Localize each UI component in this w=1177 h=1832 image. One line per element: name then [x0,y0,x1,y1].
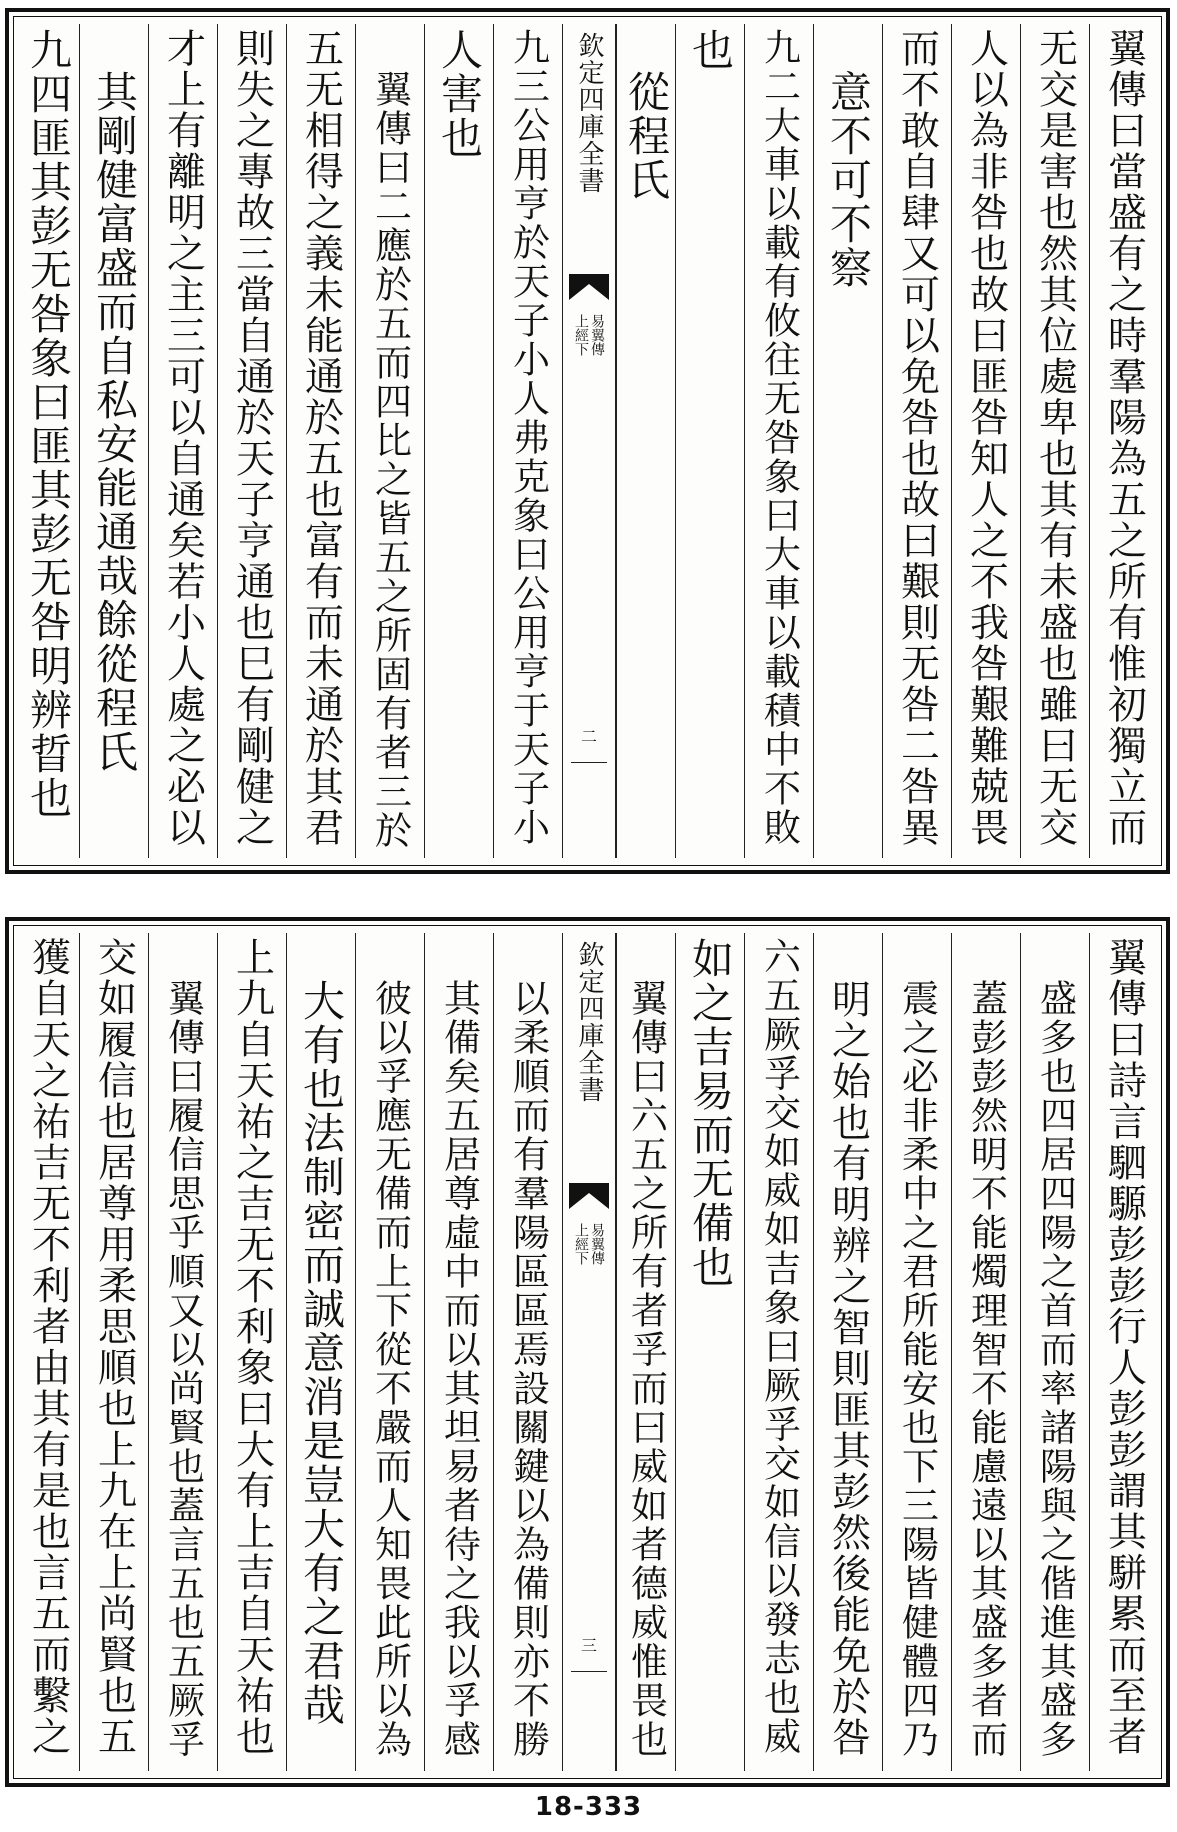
column-text: 而不敢自肆又可以免咎也故曰艱則无咎二咎異 [894,28,940,848]
text-column [1020,933,1089,1771]
column-text: 獲自天之祐吉无不利者由其有是也言五而繫之 [25,937,71,1757]
section-label-right: 易翼傳 [589,1223,605,1265]
column-text: 五无相得之義未能通於五也富有而未通於其君 [298,28,344,848]
text-column [148,933,217,1771]
text-column [79,933,148,1771]
column-text: 九二大車以載有攸往无咎象曰大車以載積中不敗 [757,28,801,847]
column-text: 盛多也四居四陽之首而率諸陽與之偕進其盛多 [1033,979,1077,1759]
column-text: 也 [686,28,735,72]
column-text: 從程氏 [622,70,671,202]
column-text: 其備矣五居尊虛中而以其坦易者待之我以孚感 [437,979,481,1759]
section-label-left: 上經下 [573,1223,589,1265]
column-text: 九四匪其彭无咎象曰匪其彭无咎明辨晢也 [24,28,73,820]
column-text: 明之始也有明辨之智則匪其彭然後能免於咎 [825,979,871,1758]
text-column [286,24,355,858]
text-column [675,933,744,1771]
column-text: 大有也法制密而誠意消是豈大有之君哉 [297,979,346,1727]
book-title: 欽定四庫全書 [574,32,604,194]
text-column [744,24,813,858]
column-text: 蓋彭彭然明不能燭理智不能慮遠以其盛多者而 [964,979,1008,1759]
text-column [355,24,424,858]
text-column [148,24,217,858]
bottom-page [5,917,1170,1787]
text-column [813,933,882,1771]
text-column [217,933,286,1771]
text-column [355,933,424,1771]
column-text: 人害也 [435,28,484,160]
column-text: 翼傳曰詩言駟騵彭彭行人彭彭謂其駢累而至者 [1101,937,1147,1757]
section-label [574,314,604,356]
center-fold [562,24,616,858]
column-text: 彼以孚應无備而上下從不嚴而人知畏此所以為 [368,979,412,1759]
text-column [616,24,675,858]
center-fold [562,933,616,1771]
top-page [5,8,1170,874]
column-text: 其剛健富盛而自私安能通哉餘從程氏 [90,70,139,774]
column-text: 无交是害也然其位處卑也其有未盛也雖曰无交 [1032,28,1078,848]
text-column [675,24,744,858]
text-column [79,24,148,858]
column-text: 意不可不察 [824,70,873,290]
book-title: 欽定四庫全書 [574,941,604,1103]
folio-rule [571,762,607,763]
text-column [951,24,1020,858]
text-column [616,933,675,1771]
text-column [1020,24,1089,858]
folio-rule [571,1671,607,1672]
text-column [1089,933,1158,1771]
column-text: 九三公用亨於天子小人弗克象曰公用亨于天子小 [506,28,550,847]
text-column [424,933,493,1771]
text-column [744,933,813,1771]
column-text: 翼傳曰履信思乎順又以尚賢也蓋言五也五厥孚 [161,979,205,1759]
column-text: 則失之專故三當自通於天子亨通也巳有剛健之 [229,28,275,848]
section-label-left: 上經下 [573,314,589,356]
column-text: 人以為非咎也故曰匪咎知人之不我咎艱難兢畏 [963,28,1009,848]
text-column [424,24,493,858]
column-text: 震之必非柔中之君所能安也下三陽皆健體四乃 [895,979,939,1759]
text-column [286,933,355,1771]
column-text: 以柔順而有羣陽區區焉設關鍵以為備則亦不勝 [506,979,550,1759]
column-text: 翼傳曰當盛有之時羣陽為五之所有惟初獨立而 [1101,28,1147,848]
text-column [17,24,79,858]
text-column [882,933,951,1771]
section-label-right: 易翼傳 [589,314,605,356]
text-column [951,933,1020,1771]
column-text: 上九自天祐之吉无不利象曰大有上吉自天祐也 [229,937,275,1757]
column-text: 翼傳曰六五之所有者孚而曰威如者德威惟畏也 [624,979,668,1759]
text-column [493,933,562,1771]
section-label [574,1223,604,1265]
folio-number: 三 [580,1636,598,1655]
text-column [1089,24,1158,858]
column-text: 才上有離明之主三可以自通矣若小人處之必以 [160,28,206,848]
column-text: 如之吉易而无備也 [686,937,735,1289]
fishtail-mark-icon [569,274,609,300]
text-column [813,24,882,858]
column-text: 翼傳曰二應於五而四比之皆五之所固有者三於 [368,70,412,850]
page-number: 18-333 [534,1792,643,1822]
text-column [882,24,951,858]
fishtail-mark-icon [569,1183,609,1209]
text-column [17,933,79,1771]
column-text: 交如履信也居尊用柔思順也上九在上尚賢也五 [91,937,137,1757]
column-text: 六五厥孚交如威如吉象曰厥孚交如信以發志也威 [757,937,801,1756]
folio-number: 二 [580,727,598,746]
text-column [493,24,562,858]
text-column [217,24,286,858]
